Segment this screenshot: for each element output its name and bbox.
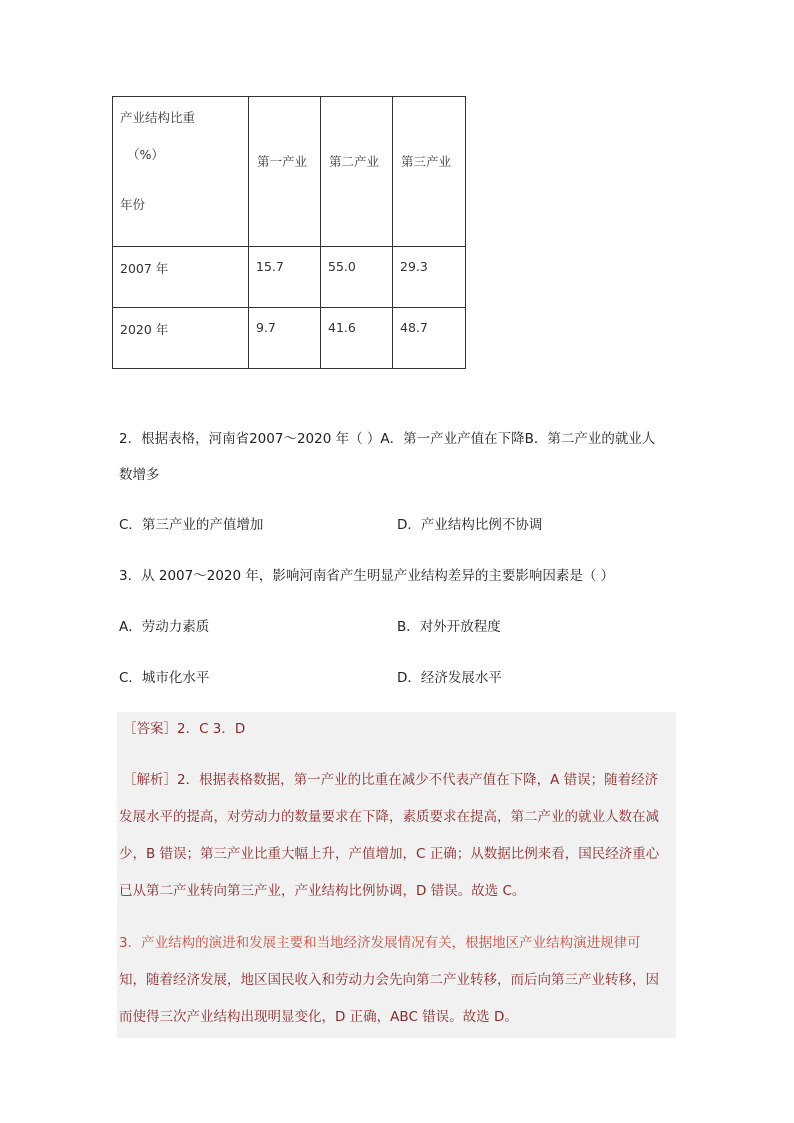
question-3-option-d: D．经济发展水平 (397, 670, 502, 686)
value-label: 15.7 (256, 259, 284, 274)
table-row (113, 308, 466, 369)
column-header-label: 第一产业 (257, 154, 308, 169)
value-cell (249, 247, 321, 308)
analysis-line: 少，B 错误；第三产业比重大幅上升，产值增加，C 正确；从数据比例来看，国民经济重心 (119, 846, 660, 862)
value-label: 48.7 (400, 320, 428, 335)
column-header-primary (249, 97, 321, 247)
header-year-label: 年份 (120, 197, 146, 212)
year-label: 2007 年 (120, 261, 169, 276)
column-header-secondary (321, 97, 393, 247)
analysis-3-line: 3．产业结构的演进和发展主要和当地经济发展情况有关，根据地区产业结构演进规律可 (119, 935, 641, 951)
value-label: 29.3 (400, 259, 428, 274)
value-cell (393, 247, 466, 308)
question-3-option-a: A．劳动力素质 (119, 619, 210, 635)
value-label: 55.0 (328, 259, 356, 274)
column-header-label: 第三产业 (401, 154, 452, 169)
column-header-tertiary (393, 97, 466, 247)
table-row (113, 247, 466, 308)
value-cell (321, 247, 393, 308)
header-percent-label: （%） (127, 147, 164, 162)
analysis-3-line: 知，随着经济发展，地区国民收入和劳动力会先向第二产业转移，而后向第三产业转移，因 (119, 972, 659, 988)
question-2-option-d: D．产业结构比例不协调 (397, 517, 543, 533)
question-3-option-b: B．对外开放程度 (397, 619, 501, 635)
value-cell (393, 308, 466, 369)
answer-line: ［答案］2．C 3．D (123, 721, 246, 737)
year-cell (113, 247, 249, 308)
header-structure-label: 产业结构比重 (120, 110, 196, 125)
diagonal-header-cell (113, 97, 249, 247)
year-cell (113, 308, 249, 369)
table-header-row (113, 97, 466, 247)
analysis-line: ［解析］2．根据表格数据，第一产业的比重在减少不代表产值在下降，A 错误；随着经济 (123, 772, 659, 788)
column-header-label: 第二产业 (329, 154, 380, 169)
question-2-option-c: C．第三产业的产值增加 (119, 517, 264, 533)
value-cell (321, 308, 393, 369)
year-label: 2020 年 (120, 322, 169, 337)
question-3-stem: 3．从 2007～2020 年，影响河南省产生明显产业结构差异的主要影响因素是（ ） (119, 568, 615, 584)
value-cell (249, 308, 321, 369)
question-2-stem-line2: 数增多 (119, 467, 160, 483)
answer-panel (117, 712, 676, 1038)
analysis-3-line: 而使得三次产业结构出现明显变化，D 正确，ABC 错误。故选 D。 (119, 1009, 518, 1025)
value-label: 41.6 (328, 320, 356, 335)
analysis-line: 已从第二产业转向第三产业，产业结构比例协调，D 错误。故选 C。 (119, 883, 526, 899)
value-label: 9.7 (256, 320, 276, 335)
industry-structure-table (112, 96, 466, 369)
question-3-option-c: C．城市化水平 (119, 670, 210, 686)
question-2-stem-line1: 2．根据表格，河南省2007～2020 年（ ）A．第一产业产值在下降B．第二产业的就业人 (119, 431, 656, 447)
analysis-line: 发展水平的提高，对劳动力的数量要求在下降，素质要求在提高，第二产业的就业人数在减 (119, 809, 659, 825)
